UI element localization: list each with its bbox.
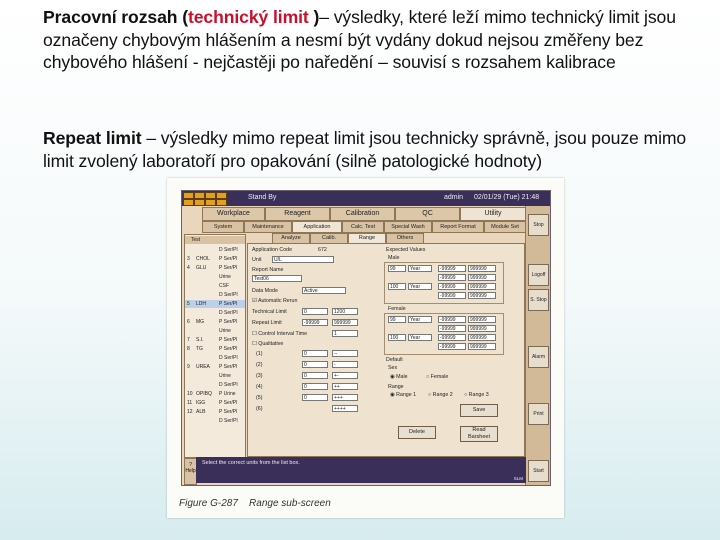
read-barsheet-button[interactable]: Read Barsheet bbox=[460, 426, 498, 442]
female-high-1[interactable]: 999999 bbox=[468, 316, 496, 323]
qual-value-1[interactable]: 0 bbox=[302, 350, 328, 357]
list-item[interactable]: Urine bbox=[219, 274, 231, 280]
list-item[interactable]: D Ser/Pl bbox=[219, 247, 238, 253]
status-icons bbox=[183, 192, 227, 205]
tab-others[interactable]: Others bbox=[386, 233, 424, 244]
male-age-3[interactable]: 100 bbox=[388, 283, 406, 290]
female-low-4[interactable]: -99999 bbox=[438, 343, 466, 350]
list-item[interactable]: 11 IGG P Ser/Pl bbox=[187, 400, 238, 406]
tab-application[interactable]: Application bbox=[292, 221, 342, 233]
app-code-label: Application Code bbox=[252, 247, 293, 253]
help-icon: ? bbox=[189, 462, 192, 468]
repeat-limit-high[interactable]: 999999 bbox=[332, 319, 358, 326]
qual-symbol-2[interactable]: - bbox=[332, 361, 358, 368]
repeat-limit-label: Repeat Limit bbox=[252, 320, 282, 326]
range-form bbox=[247, 243, 525, 457]
female-unit-1[interactable]: Year bbox=[408, 316, 432, 323]
tab-workplace[interactable]: Workplace bbox=[202, 207, 265, 221]
male-age-1[interactable]: 99 bbox=[388, 265, 406, 272]
qual-label-2: (2) bbox=[256, 362, 263, 368]
male-high-4[interactable]: 999999 bbox=[468, 292, 496, 299]
list-item[interactable]: 6 MG P Ser/Pl bbox=[187, 319, 238, 325]
tab-utility[interactable]: Utility bbox=[460, 207, 526, 221]
tech-limit-low[interactable]: 0 bbox=[302, 308, 328, 315]
female-unit-3[interactable]: Year bbox=[408, 334, 432, 341]
list-item[interactable]: 7 S.I. P Ser/Pl bbox=[187, 337, 238, 343]
tab-analyze[interactable]: Analyze bbox=[272, 233, 310, 244]
status-icon bbox=[216, 199, 227, 206]
start-button[interactable]: Start bbox=[528, 460, 549, 482]
auto-rerun-checkbox[interactable]: ☑ Automatic Rerun bbox=[252, 298, 298, 304]
list-item[interactable]: 10 OPIBQ P Urine bbox=[187, 391, 236, 397]
tech-limit-high[interactable]: 1200 bbox=[332, 308, 358, 315]
unit-select[interactable]: U/L bbox=[272, 256, 334, 263]
list-item[interactable]: D Ser/Pl bbox=[219, 310, 238, 316]
range2-radio[interactable]: ○ Range 2 bbox=[428, 392, 453, 398]
status-icon bbox=[216, 192, 227, 199]
sex-label: Sex bbox=[388, 365, 398, 371]
female-high-4[interactable]: 999999 bbox=[468, 343, 496, 350]
data-mode-select[interactable]: Active bbox=[302, 287, 346, 294]
male-high-3[interactable]: 999999 bbox=[468, 283, 496, 290]
female-low-3[interactable]: -99999 bbox=[438, 334, 466, 341]
male-low-1[interactable]: -99999 bbox=[438, 265, 466, 272]
title-bar bbox=[182, 191, 550, 206]
alarm-button[interactable]: Alarm bbox=[528, 346, 549, 368]
system-status: Stand By bbox=[248, 194, 277, 201]
female-age-1[interactable]: 99 bbox=[388, 316, 406, 323]
status-icon bbox=[205, 199, 216, 206]
female-low-2[interactable]: -99999 bbox=[438, 325, 466, 332]
right-button-panel bbox=[525, 206, 550, 485]
status-bar bbox=[196, 457, 526, 483]
female-age-3[interactable]: 100 bbox=[388, 334, 406, 341]
male-high-2[interactable]: 999999 bbox=[468, 274, 496, 281]
unit-label: Unit bbox=[252, 257, 262, 263]
save-button[interactable]: Save bbox=[460, 404, 498, 417]
tab-qc[interactable]: QC bbox=[395, 207, 460, 221]
repeat-limit-description: – výsledky mimo repeat limit jsou technicky správně, jsou pouze mimo limit zvolený laboratoří pro opakování (silně patologické hodnoty) bbox=[43, 128, 687, 171]
sex-female-radio[interactable]: ○ Female bbox=[426, 374, 449, 380]
control-interval-checkbox[interactable]: ☐ Control Interval Time bbox=[252, 331, 308, 337]
male-low-4[interactable]: -99999 bbox=[438, 292, 466, 299]
status-icon bbox=[183, 192, 194, 199]
male-label: Male bbox=[388, 255, 400, 261]
paragraph-repeat-limit bbox=[43, 127, 693, 172]
list-item[interactable]: Urine bbox=[219, 373, 231, 379]
status-code: SLM bbox=[513, 476, 523, 481]
sampling-stop-button[interactable]: S. Stop bbox=[528, 289, 549, 311]
figure-number: Figure G-287 bbox=[179, 498, 238, 509]
status-icon bbox=[205, 192, 216, 199]
qual-label-6: (6) bbox=[256, 406, 263, 412]
figure-caption bbox=[179, 498, 331, 509]
term-repeat-limit: Repeat limit bbox=[43, 128, 142, 148]
app-code-value: 672 bbox=[318, 247, 327, 253]
term-working-range: Pracovní rozsah ( bbox=[43, 7, 188, 27]
male-unit-1[interactable]: Year bbox=[408, 265, 432, 272]
qual-value-3[interactable]: 0 bbox=[302, 372, 328, 379]
male-low-3[interactable]: -99999 bbox=[438, 283, 466, 290]
default-label: Default bbox=[386, 357, 403, 363]
analyzer-screenshot bbox=[167, 178, 564, 518]
tab-reagent[interactable]: Reagent bbox=[265, 207, 330, 221]
female-label: Female bbox=[388, 306, 406, 312]
male-high-1[interactable]: 999999 bbox=[468, 265, 496, 272]
status-icon bbox=[183, 199, 194, 206]
male-low-2[interactable]: -99999 bbox=[438, 274, 466, 281]
list-item[interactable]: 3 CHOL P Ser/Pl bbox=[187, 256, 238, 262]
print-button[interactable]: Print bbox=[528, 403, 549, 425]
tech-limit-label: Technical Limit bbox=[252, 309, 287, 315]
status-message: Select the correct units from the list box. bbox=[202, 460, 300, 466]
paragraph-technical-limit bbox=[43, 6, 693, 74]
technical-limit-description: – výsledky, které leží mimo technický limit jsou označeny chybovým hlášením a nesmí být vydány dokud nejsou změřeny bez chybového hlášení - nejčastěji po naředění – souvisí s rozsahem kalibrace bbox=[43, 7, 676, 72]
logoff-button[interactable]: Logoff bbox=[528, 264, 549, 286]
tab-report-format[interactable]: Report Format bbox=[432, 221, 484, 233]
status-icon bbox=[194, 199, 205, 206]
tab-calib[interactable]: Calib. bbox=[310, 233, 348, 244]
status-icon bbox=[194, 192, 205, 199]
analyzer-screen bbox=[181, 190, 551, 486]
qual-value-4[interactable]: 0 bbox=[302, 383, 328, 390]
qual-label-5: (5) bbox=[256, 395, 263, 401]
report-name-label: Report Name bbox=[252, 267, 284, 273]
tab-range[interactable]: Range bbox=[348, 233, 386, 244]
expected-values-label: Expected Values bbox=[386, 247, 426, 253]
list-item[interactable]: D Ser/Pl bbox=[219, 355, 238, 361]
female-high-3[interactable]: 999999 bbox=[468, 334, 496, 341]
delete-button[interactable]: Delete bbox=[398, 426, 436, 439]
range-label: Range bbox=[388, 384, 404, 390]
range3-radio[interactable]: ○ Range 3 bbox=[464, 392, 489, 398]
range1-radio[interactable]: ◉ Range 1 bbox=[390, 392, 417, 398]
list-item[interactable]: CSF bbox=[219, 283, 229, 289]
qual-symbol-6[interactable]: ++++ bbox=[332, 405, 358, 412]
list-item[interactable]: Urine bbox=[219, 328, 231, 334]
test-list[interactable] bbox=[184, 234, 246, 458]
tab-module-set[interactable]: Module Set bbox=[484, 221, 526, 233]
qual-value-5[interactable]: 0 bbox=[302, 394, 328, 401]
test-list-header: Test bbox=[185, 236, 245, 244]
list-item[interactable]: 9 UREA P Ser/Pl bbox=[187, 364, 238, 370]
qualitative-checkbox[interactable]: ☐ Qualitative bbox=[252, 341, 284, 347]
report-name-field[interactable]: Test06 bbox=[252, 275, 302, 282]
qual-symbol-3[interactable]: +- bbox=[332, 372, 358, 379]
sex-male-radio[interactable]: ◉ Male bbox=[390, 374, 408, 380]
tab-calibration[interactable]: Calibration bbox=[330, 207, 395, 221]
qual-label-3: (3) bbox=[256, 373, 263, 379]
figure-title: Range sub-screen bbox=[249, 498, 331, 509]
date-time: 02/01/29 (Tue) 21:48 bbox=[474, 194, 540, 201]
list-item-selected[interactable]: 5 LDH P Ser/Pl bbox=[185, 300, 245, 308]
qual-symbol-4[interactable]: ++ bbox=[332, 383, 358, 390]
tab-maintenance[interactable]: Maintenance bbox=[244, 221, 292, 233]
tab-system[interactable]: System bbox=[202, 221, 244, 233]
help-button[interactable]: ? Help bbox=[184, 458, 197, 485]
qual-label-4: (4) bbox=[256, 384, 263, 390]
list-item[interactable]: 8 TG P Ser/Pl bbox=[187, 346, 238, 352]
tab-calc-test[interactable]: Calc. Test bbox=[342, 221, 384, 233]
user-name: admin bbox=[444, 194, 464, 201]
male-unit-3[interactable]: Year bbox=[408, 283, 432, 290]
list-item[interactable]: 4 GLU P Ser/Pl bbox=[187, 265, 238, 271]
qual-symbol-1[interactable]: -- bbox=[332, 350, 358, 357]
list-item[interactable]: D Ser/Pl bbox=[219, 292, 238, 298]
list-item[interactable]: D Ser/Pl bbox=[219, 418, 238, 424]
female-high-2[interactable]: 999999 bbox=[468, 325, 496, 332]
qual-symbol-5[interactable]: +++ bbox=[332, 394, 358, 401]
control-interval-field[interactable]: 1 bbox=[332, 330, 358, 337]
list-item[interactable]: D Ser/Pl bbox=[219, 382, 238, 388]
list-item[interactable]: 12 ALB P Ser/Pl bbox=[187, 409, 238, 415]
repeat-limit-low[interactable]: -99999 bbox=[302, 319, 328, 326]
tab-special-wash[interactable]: Special Wash bbox=[384, 221, 432, 233]
term-technical-limit: technický limit bbox=[187, 7, 309, 27]
qual-label-1: (1) bbox=[256, 351, 263, 357]
term-paren: ) bbox=[308, 7, 320, 27]
data-mode-label: Data Mode bbox=[252, 288, 278, 294]
stop-button[interactable]: Stop bbox=[528, 214, 549, 236]
female-low-1[interactable]: -99999 bbox=[438, 316, 466, 323]
qual-value-2[interactable]: 0 bbox=[302, 361, 328, 368]
